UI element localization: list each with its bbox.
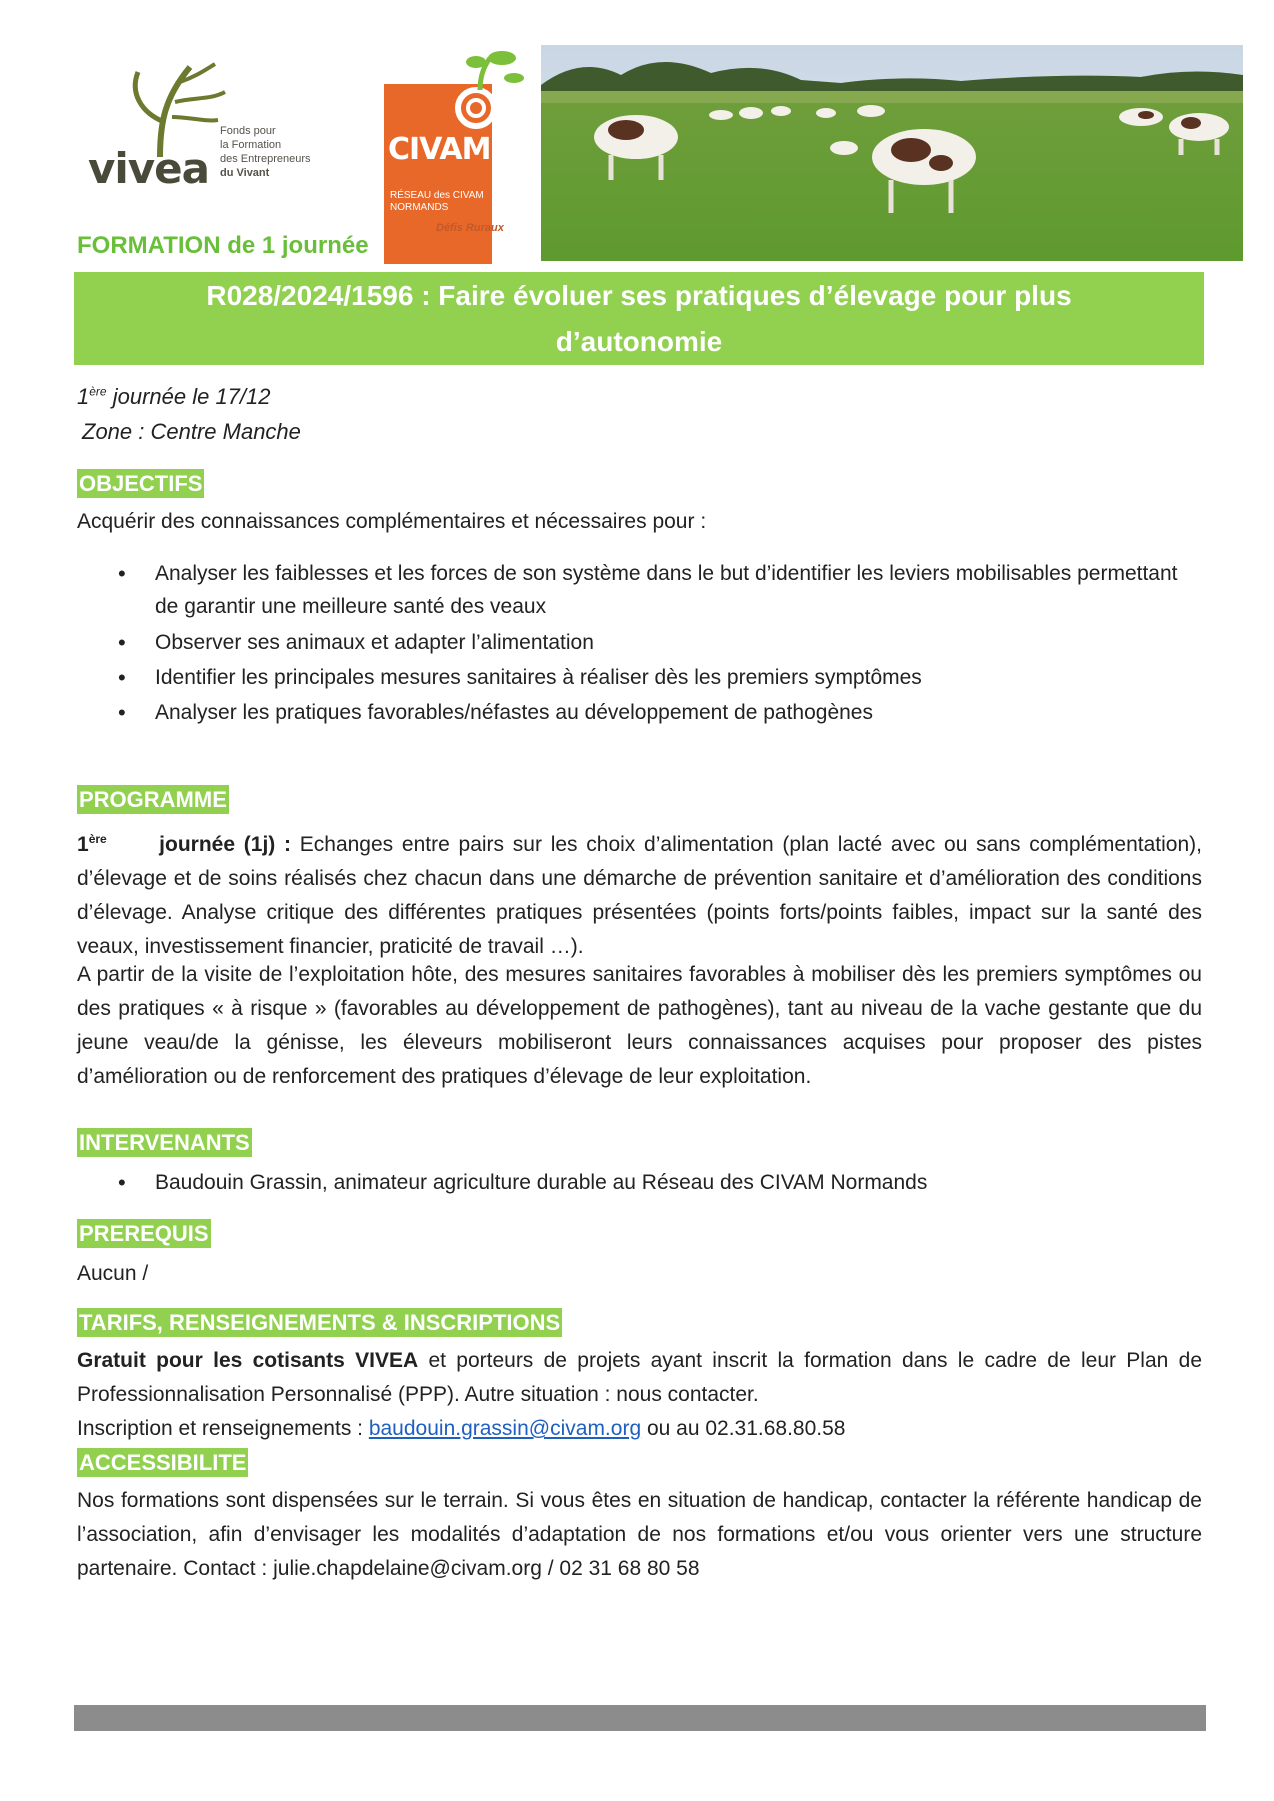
civam-logo xyxy=(384,46,528,242)
civam-wordmark: CIVAM xyxy=(388,132,491,167)
intervenants-list xyxy=(118,1166,1208,1199)
list-item: • Analyser les pratiques favorables/néfastes au développement de pathogènes xyxy=(118,696,1203,729)
accessibilite-paragraph: Nos formations sont dispensées sur le terrain. Si vous êtes en situation de handicap, contacter la référente handicap de l’association, afin d’envisager les modalités d’adaptation de nos formations et/ou vous orienter vers une structure partenaire. Contact : julie.chapdelaine@civam.org / 02 31 68 80 58 xyxy=(77,1489,1202,1580)
session-date: 1ère journée le 17/12 xyxy=(77,384,271,409)
prerequis-text: Aucun / xyxy=(77,1262,149,1285)
programme-section-label: PROGRAMME xyxy=(79,787,227,812)
vivea-tagline: Fonds pour la Formation des Entrepreneurs du Vivant xyxy=(220,125,311,179)
footer-bar xyxy=(74,1705,1206,1731)
title-band xyxy=(74,272,1204,365)
tarifs-section-label: TARIFS, RENSEIGNEMENTS & INSCRIPTIONS xyxy=(79,1310,561,1335)
email-link[interactable]: baudouin.grassin@civam.org xyxy=(368,1417,642,1440)
programme-paragraph-1: 1ère journée (1j) : Echanges entre pairs sur les choix d’alimentation (plan lacté avec ou sans complémentation), d’élevage et de soins réalisés chez chacun dans une démarche de prévention sanitaire et d’amélioration des conditions d’élevage. Analyse critique des différentes pratiques présentées (points forts/points faibles, impact sur la santé des veaux, investissement financier, praticité de travail …). xyxy=(77,832,1202,958)
accessibilite-section-label: ACCESSIBILITE xyxy=(79,1450,247,1475)
cows-pasture-photo xyxy=(541,45,1243,261)
formation-duration-label: FORMATION de 1 journée xyxy=(77,232,369,259)
intervenants-section-label: INTERVENANTS xyxy=(79,1130,250,1155)
programme-paragraph-2: A partir de la visite de l’exploitation hôte, des mesures sanitaires favorables à mobiliser dès les premiers symptômes ou des pratiques « à risque » (favorables au développement de pathogènes), tant au niveau de la vache gestante que du jeune veau/de la génisse, les éleveurs mobiliseront leurs connaissances acquises pour proposer des pistes d’amélioration ou de renforcement des pratiques d’élevage de leur exploitation. xyxy=(77,963,1202,1088)
list-item: • Analyser les faiblesses et les forces de son système dans le but d’identifier les leviers mobilisables permettant de garantir une meilleure santé des veaux xyxy=(118,557,1203,623)
tarifs-paragraph: Gratuit pour les cotisants VIVEA et porteurs de projets ayant inscrit la formation dans le cadre de leur Plan de Professionnalisation Personnalisé (PPP). Autre situation : nous contacter. xyxy=(77,1349,1202,1406)
list-item: • Identifier les principales mesures sanitaires à réaliser dès les premiers symptômes xyxy=(118,661,1203,694)
tarifs-contact: Inscription et renseignements : baudouin.grassin@civam.org ou au 02.31.68.80.58 xyxy=(77,1417,846,1440)
civam-tagline: Défis Ruraux xyxy=(436,222,504,234)
prerequis-section-label: PREREQUIS xyxy=(79,1221,209,1246)
vivea-logo xyxy=(70,62,345,202)
vivea-wordmark: vivea xyxy=(88,144,209,193)
objectifs-list xyxy=(118,557,1203,729)
objectifs-intro: Acquérir des connaissances complémentaires et nécessaires pour : xyxy=(77,510,707,533)
page-title: R028/2024/1596 : Faire évoluer ses pratiques d’élevage pour plus d’autonomie xyxy=(206,280,1072,357)
civam-subtitle: RÉSEAU des CIVAM NORMANDS xyxy=(390,190,484,213)
list-item: • Observer ses animaux et adapter l’alimentation xyxy=(118,626,1203,659)
list-item: • Baudouin Grassin, animateur agriculture durable au Réseau des CIVAM Normands xyxy=(118,1166,1208,1199)
objectifs-section-label: OBJECTIFS xyxy=(79,471,203,496)
session-zone: Zone : Centre Manche xyxy=(82,419,301,444)
